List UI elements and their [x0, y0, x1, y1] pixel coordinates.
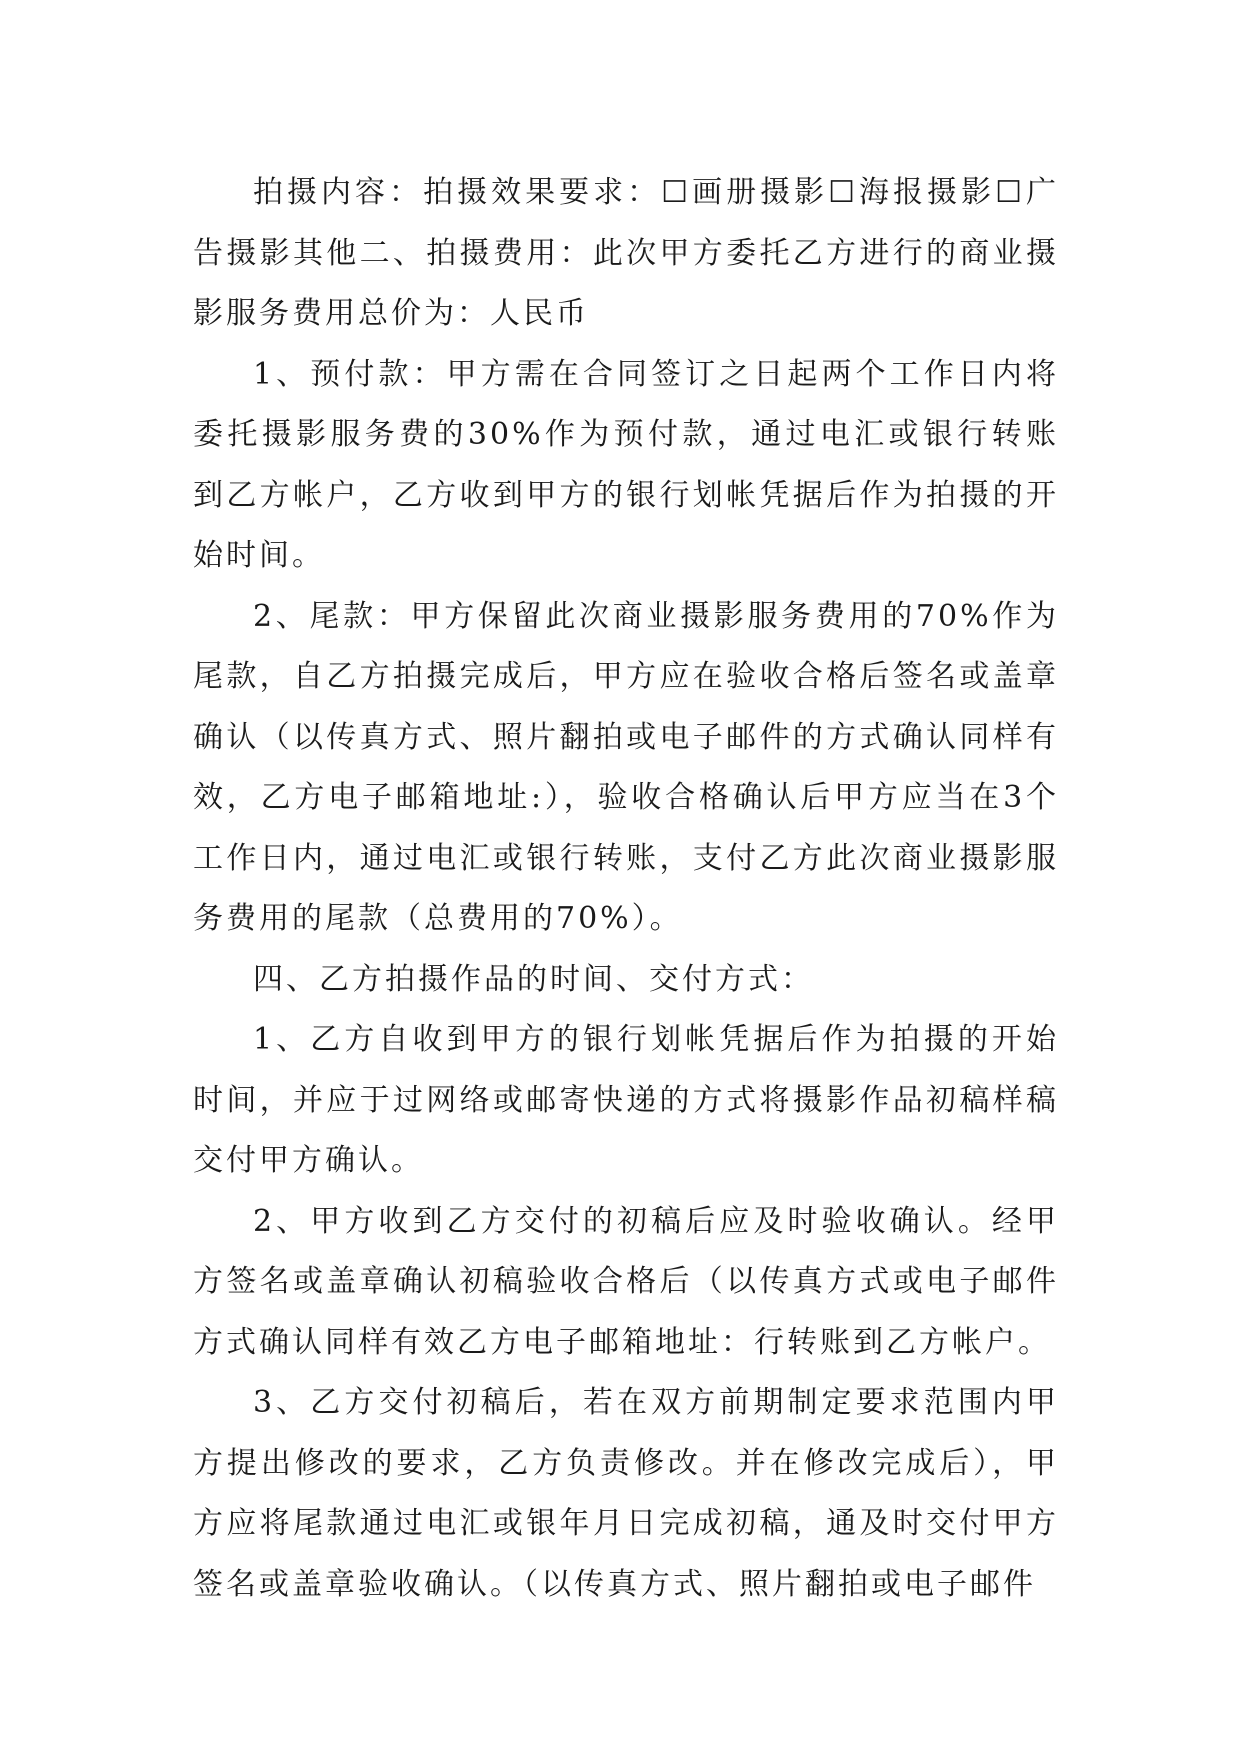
section-heading-delivery: 四、乙方拍摄作品的时间、交付方式： — [253, 961, 814, 997]
paragraph-delivery-item-3: 3、乙方交付初稿后，若在双方前期制定要求范围内甲方提出修改的要求，乙方负责修改。并在修改完成后），甲方应将尾款通过电汇或银年月日完成初稿，通及时交付甲方签名或盖章验收确认。（以传真方式、照片翻拍或电子邮件 — [193, 1385, 1059, 1602]
paragraph-delivery-item-1: 1、乙方自收到甲方的银行划帐凭据后作为拍摄的开始时间，并应于过网络或邮寄快递的方式将摄影作品初稿样稿交付甲方确认。 — [193, 1022, 1059, 1178]
paragraph-delivery-item-2: 2、甲方收到乙方交付的初稿后应及时验收确认。经甲方签名或盖章确认初稿验收合格后（以传真方式或电子邮件方式确认同样有效乙方电子邮箱地址：行转账到乙方帐户。 — [193, 1203, 1059, 1360]
paragraph-final-payment: 2、尾款：甲方保留此次商业摄影服务费用的70%作为尾款，自乙方拍摄完成后，甲方应在验收合格后签名或盖章确认（以传真方式、照片翻拍或电子邮件的方式确认同样有效，乙方电子邮箱地址:），验收合格确认后甲方应当在3个工作日内，通过电汇或银行转账，支付乙方此次商业摄影服务费用的尾款（总费用的70%）。 — [193, 598, 1059, 936]
document-body — [193, 163, 1059, 1615]
paragraph-shooting-content-and-fee: 拍摄内容：拍摄效果要求：☐画册摄影☐海报摄影☐广告摄影其他二、拍摄费用：此次甲方委托乙方进行的商业摄影服务费用总价为：人民币 — [193, 175, 1059, 331]
paragraph-advance-payment: 1、预付款：甲方需在合同签订之日起两个工作日内将委托摄影服务费的30%作为预付款，通过电汇或银行转账到乙方帐户，乙方收到甲方的银行划帐凭据后作为拍摄的开始时间。 — [193, 356, 1059, 573]
